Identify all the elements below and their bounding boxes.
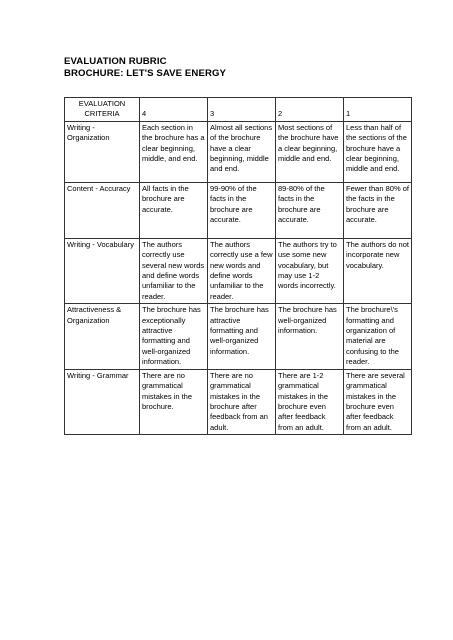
rubric-cell: Fewer than 80% of the facts in the brochure are accurate. [344,182,412,238]
rubric-cell: The brochure\'s formatting and organization of material are confusing to the reader. [344,304,412,369]
score-header-2: 2 [276,98,344,122]
rubric-cell: The authors try to use some new vocabulary, but may use 1-2 words incorrectly. [276,238,344,303]
table-row [65,182,412,238]
rubric-cell: Each section in the brochure has a clear beginning, middle, and end. [140,121,208,182]
rubric-cell: The authors correctly use a few new words and define words unfamiliar to the reader. [208,238,276,303]
rubric-table [64,97,412,435]
criterion-cell: Attractiveness & Organization [65,304,140,369]
rubric-cell: Almost all sections of the brochure have a clear beginning, middle and end. [208,121,276,182]
criterion-cell: Writing - Vocabulary [65,238,140,303]
table-row [65,238,412,303]
rubric-cell: 89-80% of the facts in the brochure are accurate. [276,182,344,238]
document-title [64,56,226,80]
header-row [65,98,412,122]
rubric-cell: There are no grammatical mistakes in the brochure. [140,369,208,434]
table-row [65,369,412,434]
table-row [65,121,412,182]
rubric-cell: The brochure has exceptionally attractive formatting and well-organized information. [140,304,208,369]
rubric-cell: Less than half of the sections of the brochure have a clear beginning, middle and end. [344,121,412,182]
title-line-1: EVALUATION RUBRIC [64,56,167,67]
rubric-cell: The brochure has well-organized information. [276,304,344,369]
criteria-header: EVALUATION CRITERIA [65,98,140,122]
criterion-cell: Writing - Organization [65,121,140,182]
score-header-3: 3 [208,98,276,122]
rubric-cell: The authors do not incorporate new vocabulary. [344,238,412,303]
criterion-cell: Writing - Grammar [65,369,140,434]
rubric-cell: There are several grammatical mistakes in the brochure even after feedback from an adult. [344,369,412,434]
rubric-cell: The brochure has attractive formatting and well-organized information. [208,304,276,369]
score-header-4: 4 [140,98,208,122]
title-line-2: BROCHURE: LET'S SAVE ENERGY [64,68,227,79]
rubric-cell: Most sections of the brochure have a clear beginning, middle and end. [276,121,344,182]
rubric-cell: All facts in the brochure are accurate. [140,182,208,238]
rubric-cell: 99-90% of the facts in the brochure are accurate. [208,182,276,238]
table-row [65,304,412,369]
criterion-cell: Content - Accuracy [65,182,140,238]
score-header-1: 1 [344,98,412,122]
rubric-cell: There are no grammatical mistakes in the brochure after feedback from an adult. [208,369,276,434]
rubric-cell: The authors correctly use several new words and define words unfamiliar to the reader. [140,238,208,303]
rubric-cell: There are 1-2 grammatical mistakes in the brochure even after feedback from an adult. [276,369,344,434]
